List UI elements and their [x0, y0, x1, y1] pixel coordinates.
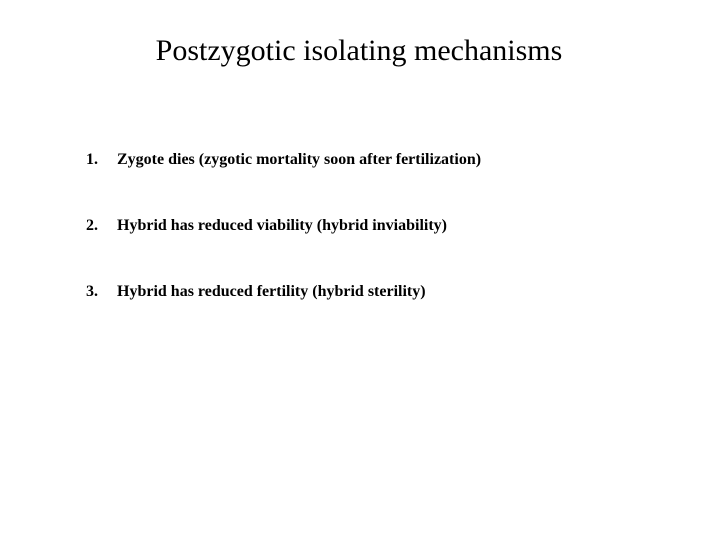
list-item — [86, 280, 481, 304]
list-item-text: Hybrid has reduced viability (hybrid inviability) — [117, 217, 447, 234]
mechanism-list — [86, 148, 481, 346]
list-item-text: Zygote dies (zygotic mortality soon after fertilization) — [117, 151, 482, 168]
list-item-text: Hybrid has reduced fertility (hybrid sterility) — [117, 283, 426, 300]
list-item-number: 1. — [86, 151, 98, 168]
list-item — [86, 148, 481, 172]
list-item-number: 2. — [86, 217, 98, 234]
list-item — [86, 214, 481, 238]
list-item-number: 3. — [86, 283, 98, 300]
slide-title: Postzygotic isolating mechanisms — [155, 34, 563, 67]
